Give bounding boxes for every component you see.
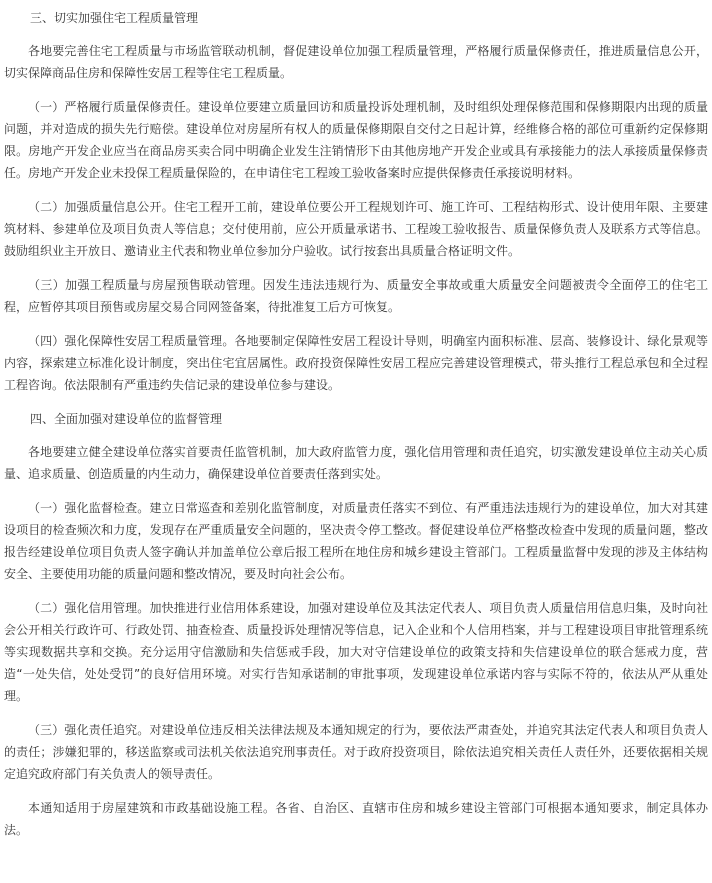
section-heading-3: 三、切实加强住宅工程质量管理 xyxy=(30,11,199,25)
section-4-intro: 各地要建立健全建设单位落实首要责任监管机制，加大政府监管力度，强化信用管理和责任追究，切实激发建设单位主动关心质量、追求质量、创造质量的内生动力，确保建设单位首要责任落到实处。 xyxy=(4,445,708,481)
section-3-item-2: （二）加强质量信息公开。住宅工程开工前，建设单位要公开工程规划许可、施工许可、工程结构形式、设计使用年限、主要建筑材料、参建单位及项目负责人等信息；交付使用前，应公开质量承诺书、工程竣工验收报告、质量保修负责人及联系方式等信息。鼓励组织业主开放日、邀请业主代表和物业单位参加分户验收。试行按套出具质量合格证明文件。 xyxy=(4,200,708,258)
closing-paragraph: 本通知适用于房屋建筑和市政基础设施工程。各省、自治区、直辖市住房和城乡建设主管部门可根据本通知要求，制定具体办法。 xyxy=(4,801,708,837)
section-3-intro: 各地要完善住宅工程质量与市场监管联动机制，督促建设单位加强工程质量管理，严格履行质量保修责任，推进质量信息公开，切实保障商品住房和保障性安居工程等住宅工程质量。 xyxy=(4,44,708,80)
section-heading-4: 四、全面加强对建设单位的监督管理 xyxy=(30,412,223,426)
section-4-item-2: （二）强化信用管理。加快推进行业信用体系建设，加强对建设单位及其法定代表人、项目负责人质量信用信息归集，及时向社会公开相关行政许可、行政处罚、抽查检查、质量投诉处理情况等信息，记入企业和个人信用档案，并与工程建设项目审批管理系统等实现数据共享和交换。充分运用守信激励和失信惩戒手段，加大对守信建设单位的政策支持和失信建设单位的联合惩戒力度，营造“一处失信，处处受罚”的良好信用环境。对实行告知承诺制的审批事项，发现建设单位承诺内容与实际不符的，依法从严从重处理。 xyxy=(4,601,708,703)
section-3-item-4: （四）强化保障性安居工程质量管理。各地要制定保障性安居工程设计导则，明确室内面积标准、层高、装修设计、绿化景观等内容，探索建立标准化设计制度，突出住宅宜居属性。政府投资保障性安居工程应完善建设管理模式，带头推行工程总承包和全过程工程咨询。依法限制有严重违约失信记录的建设单位参与建设。 xyxy=(4,334,708,392)
section-4-item-3: （三）强化责任追究。对建设单位违反相关法律法规及本通知规定的行为，要依法严肃查处，并追究其法定代表人和项目负责人的责任；涉嫌犯罪的，移送监察或司法机关依法追究刑事责任。对于政府投资项目，除依法追究相关责任人责任外，还要依据相关规定追究政府部门有关负责人的领导责任。 xyxy=(4,723,708,781)
section-4-item-1: （一）强化监督检查。建立日常巡查和差别化监管制度，对质量责任落实不到位、有严重违法违规行为的建设单位，加大对其建设项目的检查频次和力度，发现存在严重质量安全问题的，坚决责令停工整改。督促建设单位严格整改检查中发现的质量问题，整改报告经建设单位项目负责人签字确认并加盖单位公章后报工程所在地住房和城乡建设主管部门。工程质量监督中发现的涉及主体结构安全、主要使用功能的质量问题和整改情况，要及时向社会公布。 xyxy=(4,501,708,581)
section-3-item-3: （三）加强工程质量与房屋预售联动管理。因发生违法违规行为、质量安全事故或重大质量安全问题被责令全面停工的住宅工程，应暂停其项目预售或房屋交易合同网签备案，待批准复工后方可恢复。 xyxy=(4,278,708,314)
section-3-item-1: （一）严格履行质量保修责任。建设单位要建立质量回访和质量投诉处理机制，及时组织处理保修范围和保修期限内出现的质量问题，并对造成的损失先行赔偿。建设单位对房屋所有权人的质量保修期限自交付之日起计算，经维修合格的部位可重新约定保修期限。房地产开发企业应当在商品房买卖合同中明确企业发生注销情形下由其他房地产开发企业或具有承接能力的法人承接质量保修责任。房地产开发企业未投保工程质量保险的，在申请住宅工程竣工验收备案时应提供保修责任承接说明材料。 xyxy=(4,100,708,180)
